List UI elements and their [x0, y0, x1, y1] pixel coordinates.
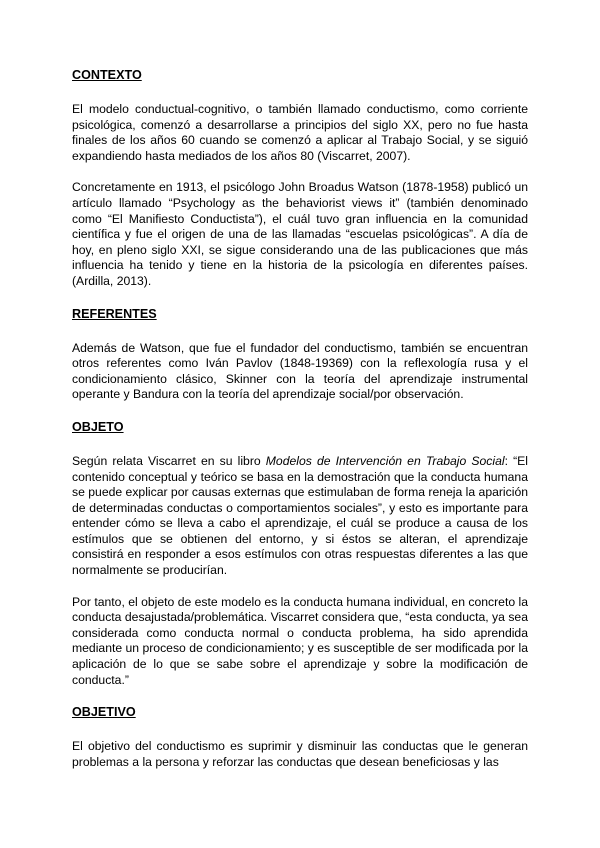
objeto-paragraph-1 [72, 454, 528, 579]
objetivo-paragraph-1: El objetivo del conductismo es suprimir y disminuir las conductas que le generan problemas a la persona y reforzar las conductas que desean beneficiosas y las [72, 739, 528, 769]
document-body [72, 67, 528, 770]
heading-referentes: REFERENTES [72, 306, 157, 321]
contexto-paragraph-2: Concretamente en 1913, el psicólogo John Broadus Watson (1878-1958) publicó un artículo llamado “Psychology as the behaviorist views it” (también denominado como “El Manifiesto Conductista”), el cuál tuvo gran influencia en la comunidad científica y fue el origen de una de las llamadas “escuelas psicológicas”. A día de hoy, en pleno siglo XXI, se sigue considerando una de las publicaciones que más influencia ha tenido y tiene en la historia de la psicología en diferentes países. (Ardilla, 2013). [72, 180, 528, 288]
heading-objeto: OBJETO [72, 419, 124, 434]
contexto-paragraph-1: El modelo conductual-cognitivo, o también llamado conductismo, como corriente psicológica, comenzó a desarrollarse a principios del siglo XX, pero no fue hasta finales de los años 60 cuando se comenzó a aplicar al Trabajo Social, y se siguió expandiendo hasta mediados de los años 80 (Viscarret, 2007). [72, 102, 528, 163]
book-title: Modelos de Intervención en Trabajo Social [265, 453, 505, 468]
objeto-paragraph-2: Por tanto, el objeto de este modelo es la conducta humana individual, en concreto la conducta desajustada/problemática. Viscarret considera que, “esta conducta, ya sea considerada como conducta normal o conducta problema, ha sido aprendida mediante un proceso de condicionamiento; y es susceptible de ser modificada por la aplicación de lo que se sabe sobre el aprendizaje y sobre la modificación de conducta.” [72, 594, 528, 687]
heading-objetivo: OBJETIVO [72, 705, 136, 720]
heading-contexto: CONTEXTO [72, 68, 142, 82]
referentes-paragraph-1: Además de Watson, que fue el fundador del conductismo, también se encuentran otros referentes como Iván Pavlov (1848-19369) con la reflexología rusa y el condicionamiento clásico, Skinner con la teoría del aprendizaje instrumental operante y Bandura con la teoría del aprendizaje social/por observación. [72, 340, 528, 402]
objeto-p1-start: Según relata Viscarret en su libro [72, 453, 266, 468]
objeto-p1-rest: : “El contenido conceptual y teórico se basa en la demostración que la conducta humana se puede explicar por causas externas que estimulaban de forma reneja la aparición de determinadas conductas o comportamientos sociales”, y esto es importante para entender cómo se lleva a cabo el aprendizaje, el cuál se produce a causa de los estímulos que se obtienen del entorno, y si éstos se alteran, el aprendizaje consistirá en responder a esos estímulos con otras respuestas diferentes a las que normalmente se producirían. [72, 453, 528, 578]
